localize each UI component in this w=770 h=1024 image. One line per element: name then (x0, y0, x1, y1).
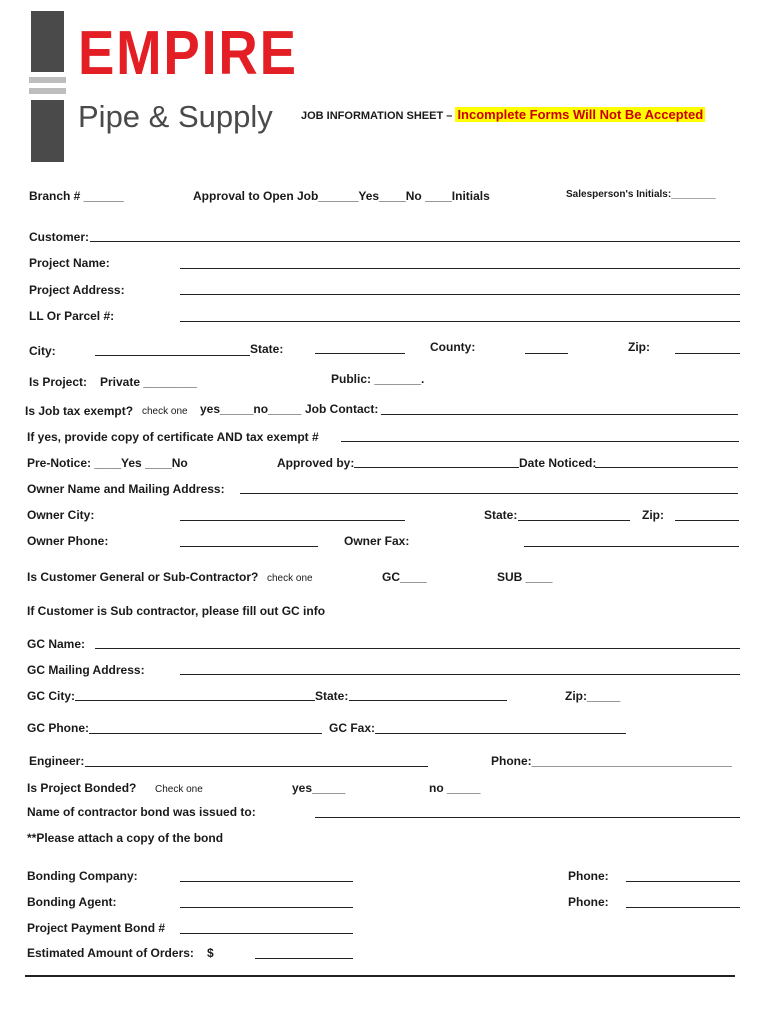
logo-word-empire: EMPIRE (78, 19, 298, 88)
bond-yes-field[interactable]: yes_____ (292, 781, 346, 795)
approved-by-line[interactable] (354, 467, 519, 468)
owner-phone-line[interactable] (180, 546, 318, 547)
zip-label: Zip: (628, 340, 650, 354)
gc-zip-field[interactable]: Zip:_____ (565, 689, 621, 703)
gc-phone-line[interactable] (89, 733, 322, 734)
project-address-line[interactable] (180, 294, 740, 295)
zip-line[interactable] (675, 353, 740, 354)
bonding-company-line[interactable] (180, 881, 353, 882)
warning-highlight: Incomplete Forms Will Not Be Accepted (457, 107, 704, 122)
owner-zip-label: Zip: (642, 508, 664, 522)
tax-check-one: check one (142, 406, 188, 417)
bond-issued-line[interactable] (315, 817, 740, 818)
bonded-check-one: Check one (155, 784, 203, 795)
gc-city-line[interactable] (75, 700, 315, 701)
job-contact-line[interactable] (381, 414, 738, 415)
owner-city-label: Owner City: (27, 508, 95, 522)
payment-bond-line[interactable] (180, 933, 353, 934)
private-field[interactable]: Private ________ (100, 375, 197, 389)
public-field[interactable]: Public: _______. (331, 372, 425, 386)
state-label: State: (250, 342, 284, 356)
sub-option-field[interactable]: SUB ____ (497, 570, 553, 584)
ll-parcel-label: LL Or Parcel #: (29, 309, 115, 323)
gc-fax-line[interactable] (375, 733, 626, 734)
project-address-label: Project Address: (29, 283, 125, 297)
city-line[interactable] (95, 355, 250, 356)
gc-fax-label: GC Fax: (329, 721, 376, 735)
gc-mailing-line[interactable] (180, 674, 740, 675)
owner-zip-line[interactable] (675, 520, 739, 521)
owner-phone-label: Owner Phone: (27, 534, 109, 548)
bonded-label: Is Project Bonded? (27, 781, 137, 795)
gc-phone-label: GC Phone: (27, 721, 89, 735)
dollar-sign: $ (207, 946, 214, 960)
bond-no-field[interactable]: no _____ (429, 781, 481, 795)
pre-notice-field[interactable]: Pre-Notice: ____Yes ____No (27, 456, 188, 470)
payment-bond-label: Project Payment Bond # (27, 921, 166, 935)
if-yes-label: If yes, provide copy of certificate AND tax exempt # (27, 430, 319, 444)
gc-option-field[interactable]: GC____ (382, 570, 427, 584)
owner-fax-line[interactable] (524, 546, 739, 547)
bottom-divider (25, 975, 735, 977)
engineer-label: Engineer: (29, 754, 85, 768)
state-line[interactable] (315, 353, 405, 354)
job-contact-label: Job Contact: (305, 402, 379, 416)
date-noticed-label: Date Noticed: (519, 456, 597, 470)
logo-stripe-1 (29, 77, 66, 83)
estimated-orders-line[interactable] (255, 958, 353, 959)
owner-state-label: State: (484, 508, 518, 522)
estimated-orders-label: Estimated Amount of Orders: (27, 946, 194, 960)
gc-state-line[interactable] (349, 700, 507, 701)
bonding-company-phone-label: Phone: (568, 869, 609, 883)
logo-bar-bottom (31, 100, 64, 162)
bonding-company-label: Bonding Company: (27, 869, 138, 883)
tax-yes-no-field[interactable]: yes_____no_____ (200, 402, 302, 416)
bonding-agent-line[interactable] (180, 907, 353, 908)
sheet-title-text: JOB INFORMATION SHEET – (301, 110, 453, 122)
engineer-line[interactable] (85, 766, 428, 767)
gc-mailing-label: GC Mailing Address: (27, 663, 145, 677)
project-name-line[interactable] (180, 268, 740, 269)
county-line[interactable] (525, 353, 568, 354)
logo-bar-top (31, 11, 64, 72)
city-label: City: (29, 344, 56, 358)
logo-stripe-2 (29, 88, 66, 94)
branch-field[interactable]: Branch # ______ (29, 189, 124, 203)
gc-state-label: State: (315, 689, 349, 703)
ll-parcel-line[interactable] (180, 321, 740, 322)
attach-bond-note: **Please attach a copy of the bond (27, 831, 224, 845)
date-noticed-line[interactable] (595, 467, 738, 468)
sheet-title (301, 108, 705, 123)
gc-name-label: GC Name: (27, 637, 86, 651)
owner-name-line[interactable] (240, 493, 738, 494)
if-sub-label: If Customer is Sub contractor, please fill out GC info (27, 604, 326, 618)
owner-name-label: Owner Name and Mailing Address: (27, 482, 225, 496)
owner-state-line[interactable] (518, 520, 630, 521)
logo-word-pipe-supply: Pipe & Supply (78, 99, 273, 134)
gc-city-label: GC City: (27, 689, 75, 703)
gc-name-line[interactable] (95, 648, 740, 649)
owner-city-line[interactable] (180, 520, 405, 521)
owner-fax-label: Owner Fax: (344, 534, 410, 548)
customer-label: Customer: (29, 230, 90, 244)
approval-field[interactable]: Approval to Open Job______Yes____No ____Initials (193, 189, 490, 203)
gc-sub-check-one: check one (267, 573, 313, 584)
bonding-agent-phone-line[interactable] (626, 907, 740, 908)
approved-by-label: Approved by: (277, 456, 355, 470)
tax-exempt-label: Is Job tax exempt? (25, 404, 134, 418)
bond-issued-label: Name of contractor bond was issued to: (27, 805, 256, 819)
salesperson-initials-field[interactable]: Salesperson's Initials:________ (566, 189, 716, 200)
tax-exempt-number-line[interactable] (341, 441, 739, 442)
bonding-company-phone-line[interactable] (626, 881, 740, 882)
is-project-label: Is Project: (29, 375, 88, 389)
gc-or-sub-label: Is Customer General or Sub-Contractor? (27, 570, 259, 584)
project-name-label: Project Name: (29, 256, 110, 270)
engineer-phone-field[interactable]: Phone:______________________________ (491, 754, 732, 768)
county-label: County: (430, 340, 476, 354)
bonding-agent-label: Bonding Agent: (27, 895, 117, 909)
bonding-agent-phone-label: Phone: (568, 895, 609, 909)
customer-line[interactable] (90, 241, 740, 242)
